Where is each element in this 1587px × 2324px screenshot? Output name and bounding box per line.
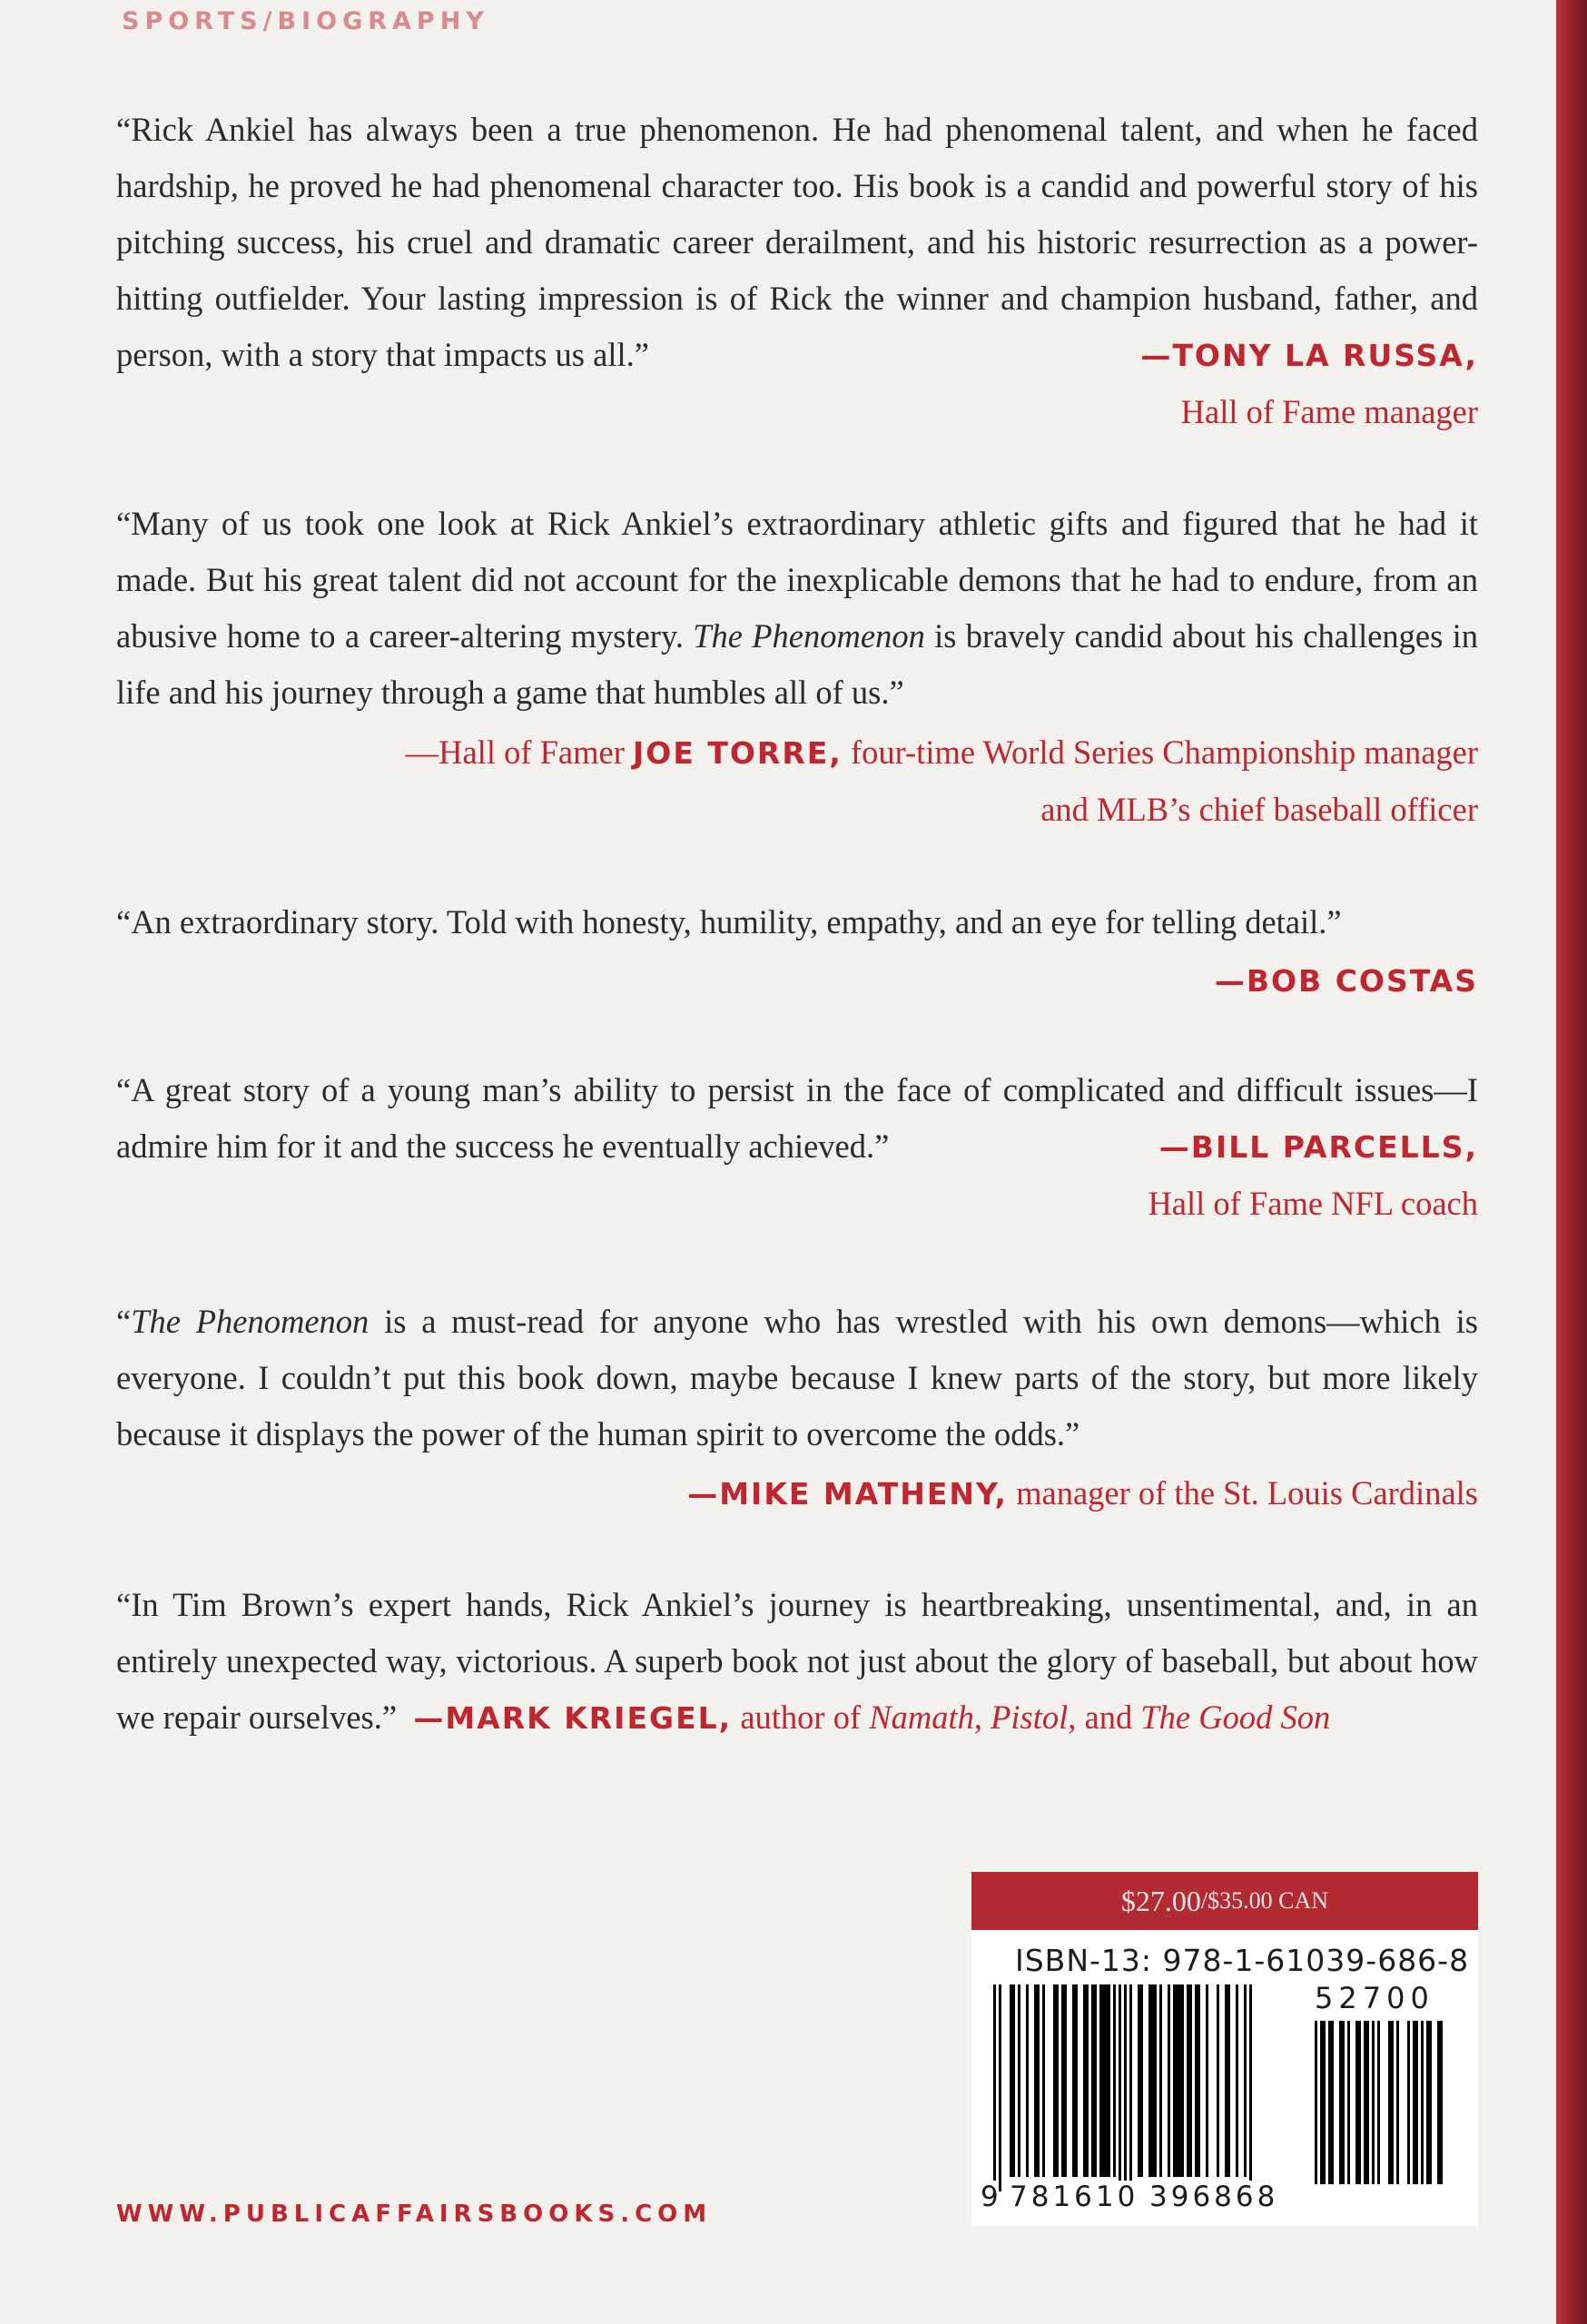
blurb-text-b: is bravely candid about his challenges in life and his journey through a game that humbles all of us.” <box>116 617 1478 711</box>
barcode-bar <box>1061 1984 1067 2177</box>
blurb-text: “In Tim Brown’s expert hands, Rick Ankiel’s journey is heartbreaking, unsentimental, and, in an entirely unexpected way, victorious. A superb book not just about the glory of baseball, but about how we repair ourselves.” <box>116 1586 1478 1736</box>
ean-left-group: 781610 <box>1010 2181 1139 2213</box>
barcode-bar <box>1042 1984 1045 2177</box>
barcode-bar <box>1129 1984 1132 2191</box>
attribution-parcells <box>1148 1118 1478 1232</box>
blurb-matheny <box>116 1294 1478 1462</box>
website-url: WWW.PUBLICAFFAIRSBOOKS.COM <box>116 2201 713 2228</box>
attribution-title-line1: four-time World Series Championship manager <box>850 734 1478 771</box>
attribution-costas <box>1215 952 1478 1009</box>
barcode-bar <box>1099 1984 1110 2177</box>
barcode-bar <box>1413 2021 1418 2184</box>
barcode-bar <box>1034 1984 1040 2177</box>
barcode-bar <box>1026 1984 1029 2177</box>
attribution-title-line2: and MLB’s chief baseball officer <box>1040 791 1478 828</box>
barcode-bar <box>1355 2021 1361 2184</box>
barcode-bar <box>1010 1984 1015 2177</box>
ean-digits <box>971 2181 1298 2217</box>
attribution-kriegel <box>413 1699 1330 1736</box>
barcode-bar <box>1328 2021 1334 2184</box>
barcode-bar <box>1437 2021 1443 2184</box>
barcode-bar <box>1426 2021 1432 2184</box>
book-title-italic: The Phenomenon <box>131 1303 370 1340</box>
book-the-good-son: The Good Son <box>1140 1699 1331 1736</box>
attribution-la-russa <box>1140 327 1478 440</box>
price-us: $27.00 <box>1120 1884 1201 1917</box>
separator: , <box>973 1699 982 1736</box>
barcode-bar <box>993 1984 996 2191</box>
attribution-name: —MIKE MATHENY, <box>687 1476 1008 1512</box>
barcode-bar <box>1119 1984 1121 2191</box>
price-band <box>971 1872 1478 1930</box>
author-of: author of <box>740 1699 862 1736</box>
attribution-name: —BOB COSTAS <box>1214 963 1478 999</box>
barcode-bar <box>1159 1984 1162 2177</box>
ean-barcode <box>990 1984 1298 2193</box>
blurb-torre <box>116 496 1478 721</box>
blurb-text: “A great story of a young man’s ability to persist in the face of complicated and difficult issues—I admire him for it and the success he eventually achieved.” <box>116 1071 1478 1165</box>
barcode-bar <box>1138 1984 1143 2177</box>
barcode-box <box>971 1930 1478 2226</box>
attribution-title: manager of the St. Louis Cardinals <box>1016 1474 1478 1512</box>
barcode-bar <box>1173 1984 1184 2177</box>
attribution-name: —TONY LA RUSSA, <box>1140 338 1478 373</box>
blurb-text: “An extraordinary story. Told with honesty, humility, empathy, and an eye for telling detail.” <box>116 903 1342 940</box>
barcode-bar <box>1396 2021 1399 2184</box>
barcode-bar <box>1113 1984 1116 2177</box>
isbn-label: ISBN-13: 978-1-61039-686-8 <box>1015 1943 1470 1978</box>
barcode-bar <box>1249 1984 1252 2191</box>
barcode-bar <box>1236 1984 1238 2177</box>
blurb-text: is a must-read for anyone who has wrestled with his own demons—which is everyone. I couldn’t put this book down, maybe because I knew parts of the story, but more likely because it displays the power of the human spirit to overcome the odds.” <box>116 1303 1478 1452</box>
barcode-bar <box>1168 1984 1170 2177</box>
attribution-name: —MARK KRIEGEL, <box>413 1700 733 1736</box>
barcode-bar <box>1083 1984 1089 2177</box>
open-quote: “ <box>116 1303 132 1340</box>
separator: , and <box>1068 1699 1133 1736</box>
barcode-bar <box>1225 1984 1230 2177</box>
category-label: SPORTS/BIOGRAPHY <box>122 7 489 35</box>
book-namath: Namath <box>869 1699 974 1736</box>
blurb-text: “Rick Ankiel has always been a true phenomenon. He had phenomenal talent, and when he faced hardship, he proved he had phenomenal character too. His book is a candid and powerful story of his pitching success, his cruel and dramatic career derailment, and his historic resurrection as a power-hitting outfielder. Your lasting impression is of Rick the winner and champion husband, father, and person, with a story that impacts us all.” <box>116 111 1478 373</box>
blurb-kriegel <box>116 1577 1478 1747</box>
attribution-prefix: —Hall of Famer <box>405 734 625 771</box>
addon-digits: 52700 <box>1315 1981 1434 2015</box>
barcode-bar <box>1388 2021 1394 2184</box>
attribution-name: JOE TORRE, <box>633 735 843 771</box>
barcode-bar <box>1372 2021 1375 2184</box>
spine-edge <box>1556 0 1587 2324</box>
barcode-bar <box>1364 2021 1369 2184</box>
barcode-bar <box>1244 1984 1247 2177</box>
ean-first-digit: 9 <box>981 2181 999 2213</box>
barcode-bar <box>1377 2021 1380 2184</box>
price-can: $35.00 CAN <box>1208 1887 1329 1914</box>
attribution-name: —BILL PARCELLS, <box>1158 1129 1478 1165</box>
barcode-bar <box>1187 1984 1192 2177</box>
blurb-costas <box>116 894 1478 950</box>
barcode-bar <box>1339 2021 1345 2184</box>
barcode-bar <box>1053 1984 1059 2177</box>
addon-barcode <box>1311 2021 1456 2193</box>
barcode-bar <box>1217 1984 1219 2177</box>
blurb-text-a: “Many of us took one look at Rick Ankiel’s extraordinary athletic gifts and figured that he had it made. But his great talent did not account for the inexplicable demons that he had to endure, from an abusive home to a career-altering mystery. <box>116 505 1478 655</box>
barcode-bar <box>1206 1984 1208 2177</box>
barcode-bar <box>1347 2021 1350 2184</box>
attribution-matheny <box>687 1465 1478 1522</box>
book-title-italic: The Phenomenon <box>693 617 925 655</box>
barcode-bar <box>1315 2021 1317 2184</box>
barcode-bar <box>1072 1984 1078 2177</box>
book-pistol: Pistol <box>991 1699 1069 1736</box>
barcode-bar <box>1124 1984 1127 2191</box>
attribution-title: Hall of Fame manager <box>1180 393 1478 430</box>
ean-right-group: 396868 <box>1149 2181 1279 2213</box>
barcode-bar <box>1320 2021 1326 2184</box>
barcode-bar <box>1195 1984 1200 2177</box>
attribution-torre <box>406 724 1478 838</box>
barcode-bar <box>1091 1984 1097 2177</box>
barcode-bar <box>999 1984 1001 2191</box>
attribution-title: Hall of Fame NFL coach <box>1148 1185 1478 1222</box>
barcode-bar <box>1018 1984 1020 2177</box>
barcode-bar <box>1148 1984 1157 2177</box>
barcode-bar <box>1421 2021 1424 2184</box>
price-separator: / <box>1200 1887 1208 1914</box>
barcode-bar <box>1407 2021 1410 2184</box>
